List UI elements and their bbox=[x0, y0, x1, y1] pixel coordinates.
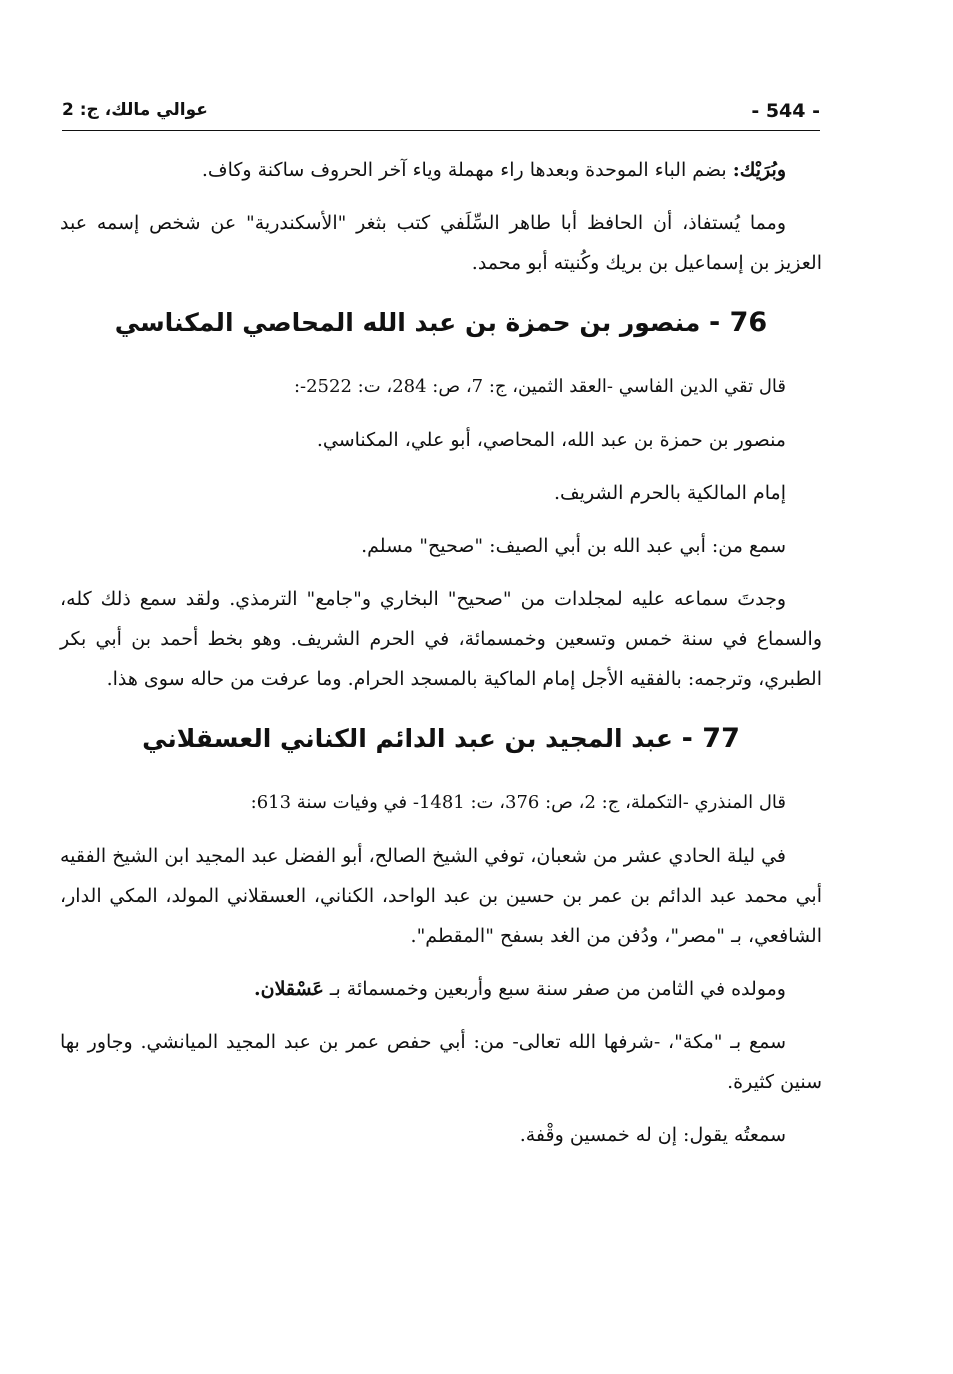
entry-source-77: قال المنذري -التكملة، ج: 2، ص: 376، ت: 1481- في وفيات سنة 613: bbox=[250, 792, 786, 813]
entry-number-77: 77 - bbox=[681, 723, 740, 754]
term-definition bbox=[60, 150, 822, 190]
entry-number-76: 76 - bbox=[709, 307, 768, 338]
entry-76-paragraph-1: منصور بن حمزة بن عبد الله، المحاصي، أبو علي، المكناسي. bbox=[316, 429, 786, 451]
term-definition-text: بضم الباء الموحدة وبعدها راء مهملة وياء آخر الحروف ساكنة وكاف. bbox=[201, 159, 733, 181]
birth-text: ومولده في الثامن من صفر سنة سبع وأربعين وخمسمائة بـ bbox=[323, 978, 786, 1000]
entry-77-paragraph-3: سمع بـ "مكة"، -شرفها الله تعالى- من: أبي حفص عمر بن عبد المجيد الميانشي. وجاور بها سنين كثيرة. bbox=[60, 1031, 822, 1093]
defined-term: وبُرَيْك: bbox=[732, 159, 786, 181]
entry-76-paragraph-3: سمع من: أبي عبد الله بن أبي الصيف: "صحيح" مسلم. bbox=[361, 535, 786, 557]
entry-76-paragraph-2: إمام المالكية بالحرم الشريف. bbox=[553, 482, 786, 504]
running-head: عوالي مالك، ج: 2 bbox=[62, 100, 208, 120]
entry-heading-77 bbox=[60, 719, 822, 759]
birth-place: عَسْقلان. bbox=[254, 978, 324, 1000]
note-paragraph: ومما يُستفاذ، أن الحافظ أبا طاهر السِّلَفي كتب بثغر "الأسكندرية" عن شخص إسمه عبد العزيز بن إسماعيل بن بريك وكُنيته أبو محمد. bbox=[60, 212, 822, 274]
page-number: - 544 - bbox=[751, 100, 820, 122]
entry-title-76: منصور بن حمزة بن عبد الله المحاصي المكناسي bbox=[114, 308, 701, 337]
entry-76-paragraph-4: وجدتَ سماعه عليه لمجلدات من "صحيح" البخاري و"جامع" الترمذي. ولقد سمع ذلك كله، والسماع في سنة خمس وتسعين وخمسمائة، في الحرم الشريف. وهو بخط أحمد بن أبي بكر الطبري، وترجمه: بالفقيه الأجل إمام الماكية بالمسجد الحرام. وما عرفت من حاله سوى هذا. bbox=[60, 588, 822, 690]
entry-title-77: عبد المجيد بن عبد الدائم الكناني العسقلاني bbox=[142, 724, 673, 753]
entry-heading-76 bbox=[60, 303, 822, 343]
page-header bbox=[62, 100, 820, 128]
entry-77-paragraph-4: سمعتُه يقول: إن له خمسين وقْفة. bbox=[519, 1124, 786, 1146]
header-rule bbox=[62, 130, 820, 131]
page-body bbox=[60, 150, 822, 1168]
entry-77-paragraph-1: في ليلة الحادي عشر من شعبان، توفي الشيخ الصالح، أبو الفضل عبد المجيد ابن الشيخ الفقيه أبي محمد عبد الدائم بن عمر بن حسين بن عبد الواحد، الكناني، العسقلاني المولد، المكي الدار، الشافعي، بـ "مصر"، ودُفن من الغد بسفح "المقطم". bbox=[60, 845, 822, 947]
entry-source-76: قال تقي الدين الفاسي -العقد الثمين، ج: 7، ص: 284، ت: 2522-: bbox=[293, 376, 786, 397]
entry-77-paragraph-2 bbox=[60, 969, 822, 1009]
